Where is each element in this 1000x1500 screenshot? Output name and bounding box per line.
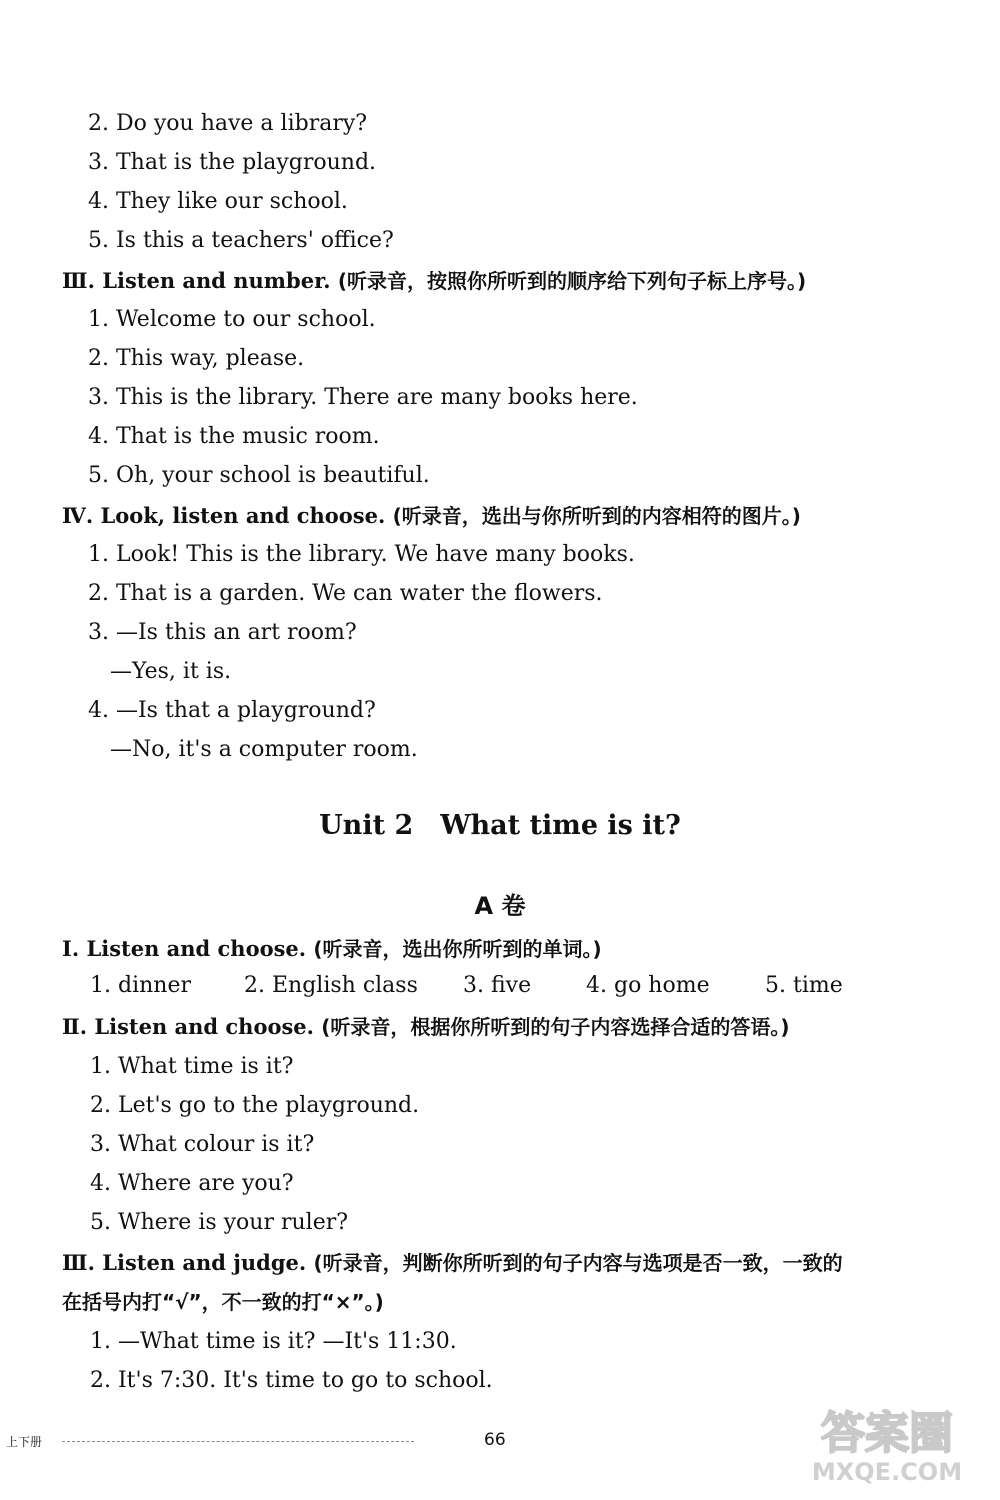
list-item: 4. Where are you?: [90, 1171, 294, 1196]
watermark-text: 答案圈: [821, 1408, 953, 1459]
unit-title: Unit 2 What time is it?: [319, 810, 681, 841]
word-option: 4. go home: [586, 973, 710, 998]
list-item: 5. Is this a teachers' office?: [88, 228, 394, 253]
heading-cn: (听录音，根据你所听到的句子内容选择合适的答语。): [321, 1015, 790, 1039]
section-heading: [62, 267, 806, 295]
list-item: 5. Oh, your school is beautiful.: [88, 463, 430, 488]
section-heading: [62, 935, 602, 963]
heading-cn: (听录音，选出与你所听到的内容相符的图片。): [392, 504, 801, 528]
list-item: 2. It's 7:30. It's time to go to school.: [90, 1368, 493, 1393]
list-item: 3. —Is this an art room?: [88, 620, 357, 645]
list-item: 2. This way, please.: [88, 346, 305, 371]
heading-cn: (听录音，按照你所听到的顺序给下列句子标上序号。): [337, 269, 807, 293]
word-option: 2. English class: [244, 973, 418, 998]
list-item: 1. —What time is it? —It's 11:30.: [90, 1329, 457, 1354]
list-item: 4. They like our school.: [88, 189, 348, 214]
watermark-site: MXQE.COM: [811, 1458, 963, 1486]
heading-en: Ⅱ. Listen and choose.: [62, 1014, 314, 1039]
list-item: 4. That is the music room.: [88, 424, 380, 449]
list-item: 3. What colour is it?: [90, 1132, 315, 1157]
list-item: —No, it's a computer room.: [110, 737, 418, 762]
list-item: —Yes, it is.: [110, 659, 232, 684]
page-number: 66: [484, 1430, 506, 1450]
list-item: 1. Look! This is the library. We have many books.: [88, 542, 635, 567]
heading-cn-2: 在括号内打“√”，不一致的打“×”。): [62, 1290, 384, 1314]
section-heading-continued: [62, 1288, 384, 1316]
footer-divider: [62, 1441, 414, 1442]
word-option: 5. time: [765, 973, 843, 998]
heading-cn: (听录音，判断你所听到的句子内容与选项是否一致，一致的: [313, 1251, 843, 1275]
heading-en: Ⅲ. Listen and number.: [62, 268, 331, 293]
heading-en: Ⅳ. Look, listen and choose.: [62, 503, 386, 528]
watermark-graphic: [792, 1398, 982, 1488]
list-item: 3. That is the playground.: [88, 150, 377, 175]
heading-en: Ⅲ. Listen and judge.: [62, 1250, 307, 1275]
list-item: 1. Welcome to our school.: [88, 307, 376, 332]
list-item: 3. This is the library. There are many books here.: [88, 385, 638, 410]
heading-en: Ⅰ. Listen and choose.: [62, 936, 307, 961]
section-heading: [62, 502, 801, 530]
section-heading: [62, 1013, 790, 1041]
list-item: 2. That is a garden. We can water the flowers.: [88, 581, 603, 606]
section-heading: [62, 1249, 843, 1277]
unit-subtitle: A 卷: [474, 892, 526, 920]
word-option: 3. five: [463, 973, 532, 998]
list-item: 2. Do you have a library?: [88, 111, 368, 136]
list-item: 5. Where is your ruler?: [90, 1210, 349, 1235]
list-item: 1. What time is it?: [90, 1054, 294, 1079]
watermark-logo: [792, 1398, 982, 1488]
footer-book-label: 上下册: [6, 1435, 43, 1449]
list-item: 2. Let's go to the playground.: [90, 1093, 420, 1118]
heading-cn: (听录音，选出你所听到的单词。): [313, 937, 602, 961]
list-item: 4. —Is that a playground?: [88, 698, 376, 723]
word-option: 1. dinner: [90, 973, 191, 998]
